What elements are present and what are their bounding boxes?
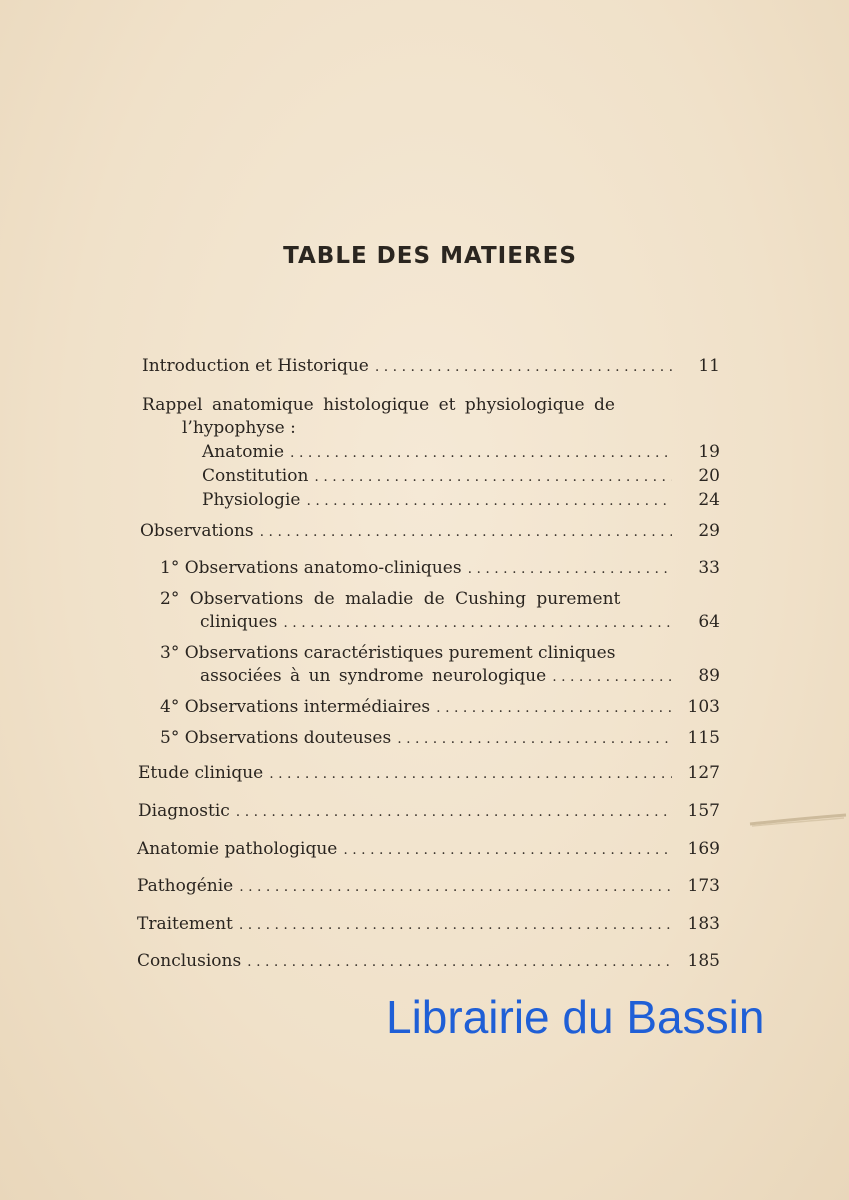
toc-entry-obs3-line1 (160, 642, 666, 664)
paper-mark (748, 812, 848, 828)
toc-page-number: 103 (687, 697, 720, 717)
toc-label: Diagnostic (138, 801, 230, 821)
dot-leader (397, 728, 672, 750)
toc-entry-etude-clinique (138, 762, 720, 785)
toc-entry-anatomie-pathologique (137, 838, 720, 861)
toc-label: l’hypophyse : (182, 418, 296, 438)
toc-label: 4° Observations intermédiaires (160, 697, 431, 717)
watermark-text: Librairie du Bassin (386, 991, 765, 1043)
toc-entry-observations (140, 520, 720, 543)
toc-page-number: 64 (698, 612, 720, 632)
dot-leader (552, 666, 672, 688)
toc-label: Physiologie (202, 490, 301, 510)
toc-page-number: 24 (698, 490, 720, 510)
toc-entry-physiologie (202, 489, 720, 512)
toc-label: Conclusions (137, 951, 242, 971)
dot-leader (468, 558, 672, 580)
dot-leader (260, 521, 672, 543)
toc-entry-pathogenie (137, 875, 720, 898)
dot-leader (343, 839, 672, 861)
toc-entry-obs2-line1 (160, 588, 666, 610)
toc-page-number: 19 (698, 442, 720, 462)
page-title: TABLE DES MATIERES (283, 243, 577, 269)
dot-leader (283, 612, 672, 634)
toc-label: Constitution (202, 466, 309, 486)
toc-page-number: 115 (687, 728, 720, 748)
toc-page-number: 33 (698, 558, 720, 578)
toc-label: 2° Observations de maladie de Cushing purement (160, 589, 621, 609)
toc-label: Pathogénie (137, 876, 234, 896)
toc-entry-obs5 (160, 727, 720, 750)
toc-page-number: 29 (698, 521, 720, 541)
toc-label: Observations (140, 521, 254, 541)
dot-leader (247, 951, 672, 973)
toc-entry-traitement (137, 913, 720, 936)
toc-label: Anatomie (202, 442, 285, 462)
dot-leader (239, 876, 672, 898)
dot-leader (306, 490, 672, 512)
toc-label: 3° Observations caractéristiques purement cliniques (160, 643, 616, 663)
toc-entry-obs1 (160, 557, 720, 580)
toc-page-number: 157 (687, 801, 720, 821)
dot-leader (314, 466, 672, 488)
toc-label: Traitement (137, 914, 233, 934)
dot-leader (436, 697, 672, 719)
toc-label: associées à un syndrome neurologique (200, 666, 547, 686)
toc-entry-diagnostic (138, 800, 720, 823)
toc-entry-introduction (142, 355, 720, 378)
toc-page-number: 20 (698, 466, 720, 486)
toc-entry-constitution (202, 465, 720, 488)
toc-page-number: 185 (687, 951, 720, 971)
toc-label: 1° Observations anatomo-cliniques (160, 558, 462, 578)
toc-label: cliniques (200, 612, 278, 632)
dot-leader (269, 763, 672, 785)
toc-label: Etude clinique (138, 763, 264, 783)
toc-entry-rappel-line1 (142, 394, 668, 416)
toc-page-number: 89 (698, 666, 720, 686)
toc-entry-obs2 (200, 611, 720, 634)
toc-label: Anatomie pathologique (137, 839, 338, 859)
dot-leader (290, 442, 672, 464)
toc-page-number: 127 (687, 763, 720, 783)
dot-leader (239, 914, 672, 936)
toc-page-number: 11 (698, 356, 720, 376)
toc-entry-rappel-line2 (182, 417, 296, 439)
toc-entry-obs4 (160, 696, 720, 719)
toc-label: Introduction et Historique (142, 356, 369, 376)
dot-leader (375, 356, 672, 378)
toc-entry-conclusions (137, 950, 720, 973)
dot-leader (236, 801, 672, 823)
toc-page-number: 183 (687, 914, 720, 934)
toc-entry-anatomie (202, 441, 720, 464)
toc-entry-obs3 (200, 665, 720, 688)
toc-label: Rappel anatomique histologique et physiologique de (142, 395, 615, 415)
toc-page-number: 169 (687, 839, 720, 859)
toc-page-number: 173 (687, 876, 720, 896)
toc-label: 5° Observations douteuses (160, 728, 392, 748)
